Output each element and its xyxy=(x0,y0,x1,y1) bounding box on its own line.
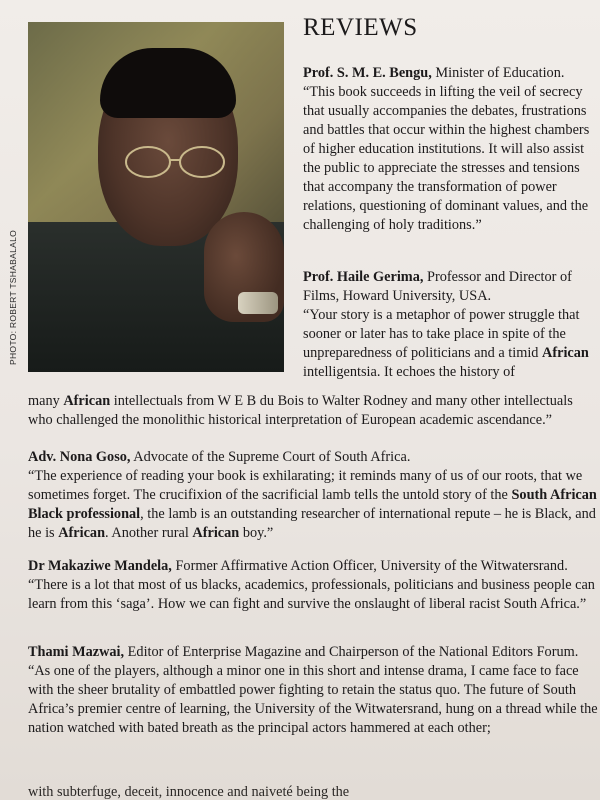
quote-text: many xyxy=(28,393,64,409)
review-quote xyxy=(28,467,598,543)
quote-emphasis: African xyxy=(192,525,240,541)
quote-emphasis: South African Black professional xyxy=(28,487,597,522)
glasses-icon xyxy=(120,142,230,182)
quote-text: boy.” xyxy=(239,525,274,541)
review-goso xyxy=(28,448,598,543)
review-bengu xyxy=(303,64,593,235)
reviewer-role: Minister of Education. xyxy=(431,65,565,81)
reviewer-role: Advocate of the Supreme Court of South Africa. xyxy=(130,449,411,465)
reviewer-name: Prof. Haile Gerima, xyxy=(303,269,424,285)
review-gerima-continued xyxy=(28,392,598,430)
quote-text: “The experience of reading your book is exhilarating; it reminds many of us of our roots, that we sometimes forget. The crucifixion of the sacrificial lamb tells the untold story of the xyxy=(28,468,583,503)
review-quote: “This book succeeds in lifting the veil of secrecy that usually accompanies the debates, frustrations and battles that occur within the highest chambers of higher education institutions. It will also assist the public to appreciate the stresses and tensions that accompany the transformation of power relations, questioning of dominant values, and the challenging of holy traditions.” xyxy=(303,84,590,233)
author-photo xyxy=(28,22,284,372)
reviewer-role: Editor of Enterprise Magazine and Chairperson of the National Editors Forum. xyxy=(124,644,579,660)
reviewer-name: Prof. S. M. E. Bengu, xyxy=(303,65,432,81)
quote-emphasis: African xyxy=(63,393,111,409)
photo-credit: PHOTO: ROBERT TSHABALALO xyxy=(8,229,18,365)
quote-emphasis: African xyxy=(58,525,106,541)
quote-emphasis: African xyxy=(542,345,589,361)
reviewer-name: Adv. Nona Goso, xyxy=(28,449,131,465)
quote-text: “Your story is a metaphor of power struggle that sooner or later has to take place in spite of the unpreparedness of politicians and a timid xyxy=(303,307,580,361)
review-gerima xyxy=(303,268,593,382)
review-mazwai xyxy=(28,643,600,738)
quote-text: . Another rural xyxy=(105,525,193,541)
quote-text: , the lamb is an outstanding researcher of international repute – he is Black, and he is xyxy=(28,506,596,541)
watch-icon xyxy=(238,292,278,314)
review-quote xyxy=(303,306,593,382)
quote-text: intelligentsia. It echoes the history of xyxy=(303,364,516,380)
photo-hair xyxy=(100,48,236,118)
reviewer-name: Dr Makaziwe Mandela, xyxy=(28,558,172,574)
review-quote: “There is a lot that most of us blacks, academics, professionals, politicians and business people can learn from this ‘saga’. How we can fight and survive the onslaught of liberal racist South Africa.” xyxy=(28,577,595,612)
quote-text: intellectuals from W E B du Bois to Walter Rodney and many other intellectuals who challenged the monolithic historical interpretation of European academic ascendance.” xyxy=(28,393,573,428)
reviewer-role: Professor and Director of Films, Howard University, USA. xyxy=(303,269,572,304)
review-mandela xyxy=(28,557,598,614)
trailing-text-fragment: with subterfuge, deceit, innocence and naiveté being the xyxy=(28,784,350,800)
review-quote: “As one of the players, although a minor one in this short and intense drama, I came face to face with the sheer brutality of embattled power fighting to retain the status quo. The future of South Africa’s premier centre of learning, the University of the Witwatersrand, hung on a thread while the nation watched with bated breath as the principal actors hammered at each other; xyxy=(28,663,598,736)
reviewer-name: Thami Mazwai, xyxy=(28,644,125,660)
page-title: REVIEWS xyxy=(303,14,418,41)
reviewer-role: Former Affirmative Action Officer, University of the Witwatersrand. xyxy=(171,558,568,574)
